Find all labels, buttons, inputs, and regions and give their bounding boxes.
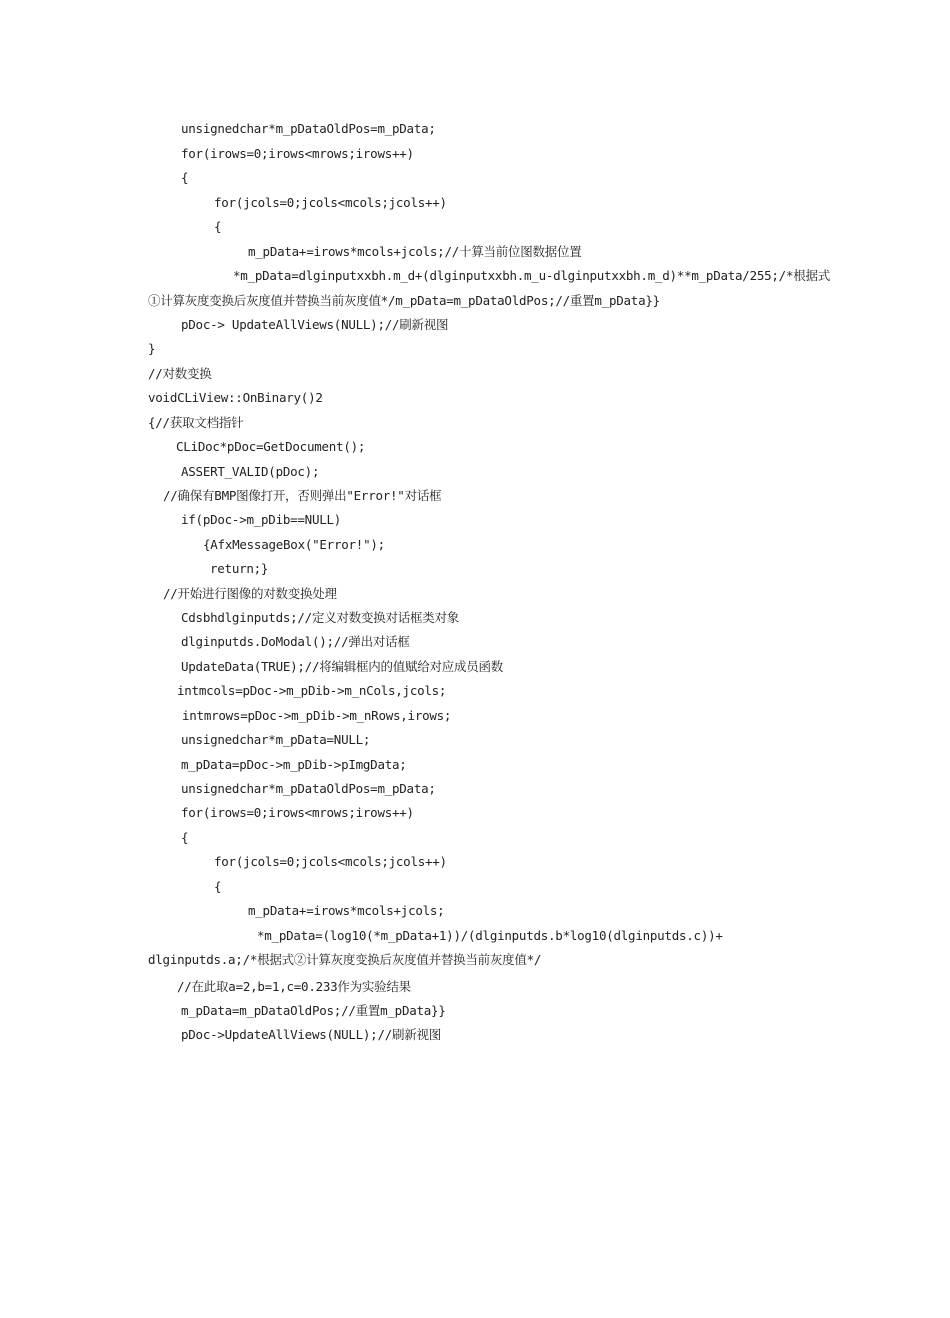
code-line: pDoc->UpdateAllViews(NULL);//刷新视图 [181, 1027, 441, 1042]
code-line: m_pData=pDoc->m_pDib->pImgData; [181, 757, 407, 772]
code-line: ①计算灰度变换后灰度值并替换当前灰度值*/m_pData=m_pDataOldPos;//重置m_pData}} [148, 293, 660, 308]
code-line: {AfxMessageBox("Error!"); [203, 537, 385, 552]
code-line: for(irows=0;irows<mrows;irows++) [181, 146, 414, 161]
code-line: ASSERT_VALID(pDoc); [181, 464, 320, 479]
code-line: CLiDoc*pDoc=GetDocument(); [176, 439, 366, 454]
code-line: //对数变换 [148, 366, 212, 381]
code-line: //开始进行图像的对数变换处理 [163, 586, 337, 601]
code-line: { [181, 830, 189, 845]
code-line: } [148, 341, 156, 356]
code-line: dlginputds.a;/*根据式②计算灰度变换后灰度值并替换当前灰度值*/ [148, 952, 542, 967]
code-line: UpdateData(TRUE);//将编辑框内的值赋给对应成员函数 [181, 659, 503, 674]
code-line: for(jcols=0;jcols<mcols;jcols++) [214, 195, 447, 210]
code-line: for(jcols=0;jcols<mcols;jcols++) [214, 854, 447, 869]
code-line: { [181, 170, 189, 185]
code-line: *m_pData=(log10(*m_pData+1))/(dlginputds.b*log10(dlginputds.c))+ [257, 928, 723, 943]
code-line: if(pDoc->m_pDib==NULL) [181, 512, 342, 527]
code-line: m_pData+=irows*mcols+jcols;//十算当前位图数据位置 [248, 244, 582, 259]
code-line: intmrows=pDoc->m_pDib->m_nRows,irows; [182, 708, 452, 723]
code-line: intmcols=pDoc->m_pDib->m_nCols,jcols; [177, 683, 447, 698]
code-line: unsignedchar*m_pDataOldPos=m_pData; [181, 121, 436, 136]
code-line: for(irows=0;irows<mrows;irows++) [181, 805, 414, 820]
code-line: //在此取a=2,b=1,c=0.233作为实验结果 [177, 979, 411, 994]
code-line: *m_pData=dlginputxxbh.m_d+(dlginputxxbh.m_u-dlginputxxbh.m_d)**m_pData/255;/*根据式 [233, 268, 830, 283]
code-line: m_pData+=irows*mcols+jcols; [248, 903, 445, 918]
code-line: pDoc-> UpdateAllViews(NULL);//刷新视图 [181, 317, 449, 332]
code-line: unsignedchar*m_pDataOldPos=m_pData; [181, 781, 436, 796]
code-line: { [214, 219, 222, 234]
code-line: m_pData=m_pDataOldPos;//重置m_pData}} [181, 1003, 446, 1018]
code-line: { [214, 879, 222, 894]
code-line: //确保有BMP图像打开，否则弹出"Error!"对话框 [163, 488, 442, 503]
code-line: Cdsbhdlginputds;//定义对数变换对话框类对象 [181, 610, 459, 625]
code-line: return;} [210, 561, 269, 576]
code-line: voidCLiView::OnBinary()2 [148, 390, 323, 405]
code-line: dlginputds.DoModal();//弹出对话框 [181, 634, 410, 649]
code-line: {//获取文档指针 [148, 415, 244, 430]
code-line: unsignedchar*m_pData=NULL; [181, 732, 371, 747]
